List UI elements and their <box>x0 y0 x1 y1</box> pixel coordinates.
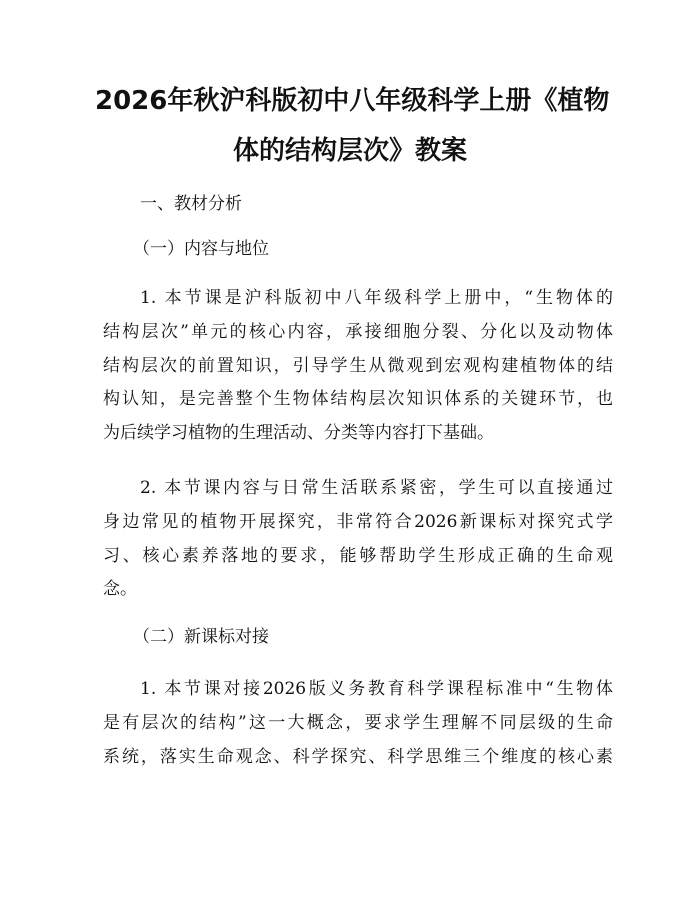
paragraph-line: 身边常见的植物开展探究，非常符合2026新课标对探究式学 <box>103 511 613 532</box>
paragraph-line: 1. 本节课对接2026版义务教育科学课程标准中“生物体 <box>140 679 613 699</box>
paragraph-line: 是有层次的结构”这一大概念，要求学生理解不同层级的生命 <box>103 712 613 733</box>
paragraph-content-position-1 <box>103 282 613 451</box>
paragraph-line: 结构层次的前置知识，引导学生从微观到宏观构建植物体的结 <box>103 355 613 376</box>
paragraph-line: 构认知，是完善整个生物体结构层次知识体系的关键环节，也 <box>103 389 613 410</box>
paragraph-line: 系统，落实生命观念、科学探究、科学思维三个维度的核心素 <box>103 746 613 767</box>
paragraph-line: 结构层次”单元的核心内容，承接细胞分裂、分化以及动物体 <box>103 321 613 342</box>
subsection-heading-curriculum-alignment: （二）新课标对接 <box>133 627 269 647</box>
document-title-line-1: 2026年秋沪科版初中八年级科学上册《植物 <box>95 86 610 116</box>
paragraph-content-position-2 <box>103 472 613 607</box>
paragraph-line: 习、核心素养落地的要求，能够帮助学生形成正确的生命观 <box>103 545 613 566</box>
section-heading-textbook-analysis: 一、教材分析 <box>140 194 242 214</box>
paragraph-curriculum-alignment-1 <box>103 673 613 774</box>
paragraph-line: 1. 本节课是沪科版初中八年级科学上册中，“生物体的 <box>140 288 613 308</box>
paragraph-line: 念。 <box>103 579 137 600</box>
document-title-line-2: 体的结构层次》教案 <box>232 136 467 166</box>
subsection-heading-content-and-position: （一）内容与地位 <box>133 239 269 259</box>
paragraph-line: 为后续学习植物的生理活动、分类等内容打下基础。 <box>103 423 494 444</box>
paragraph-line: 2. 本节课内容与日常生活联系紧密，学生可以直接通过 <box>140 478 613 498</box>
